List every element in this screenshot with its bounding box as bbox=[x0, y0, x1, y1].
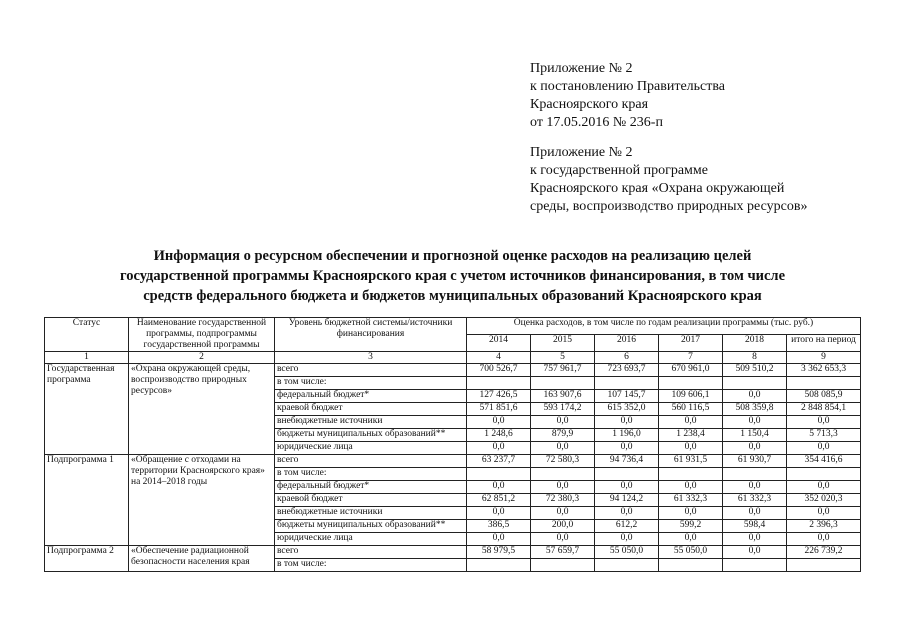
year-value-cell bbox=[531, 377, 595, 390]
funding-level-cell: юридические лица bbox=[275, 442, 467, 455]
year-value-cell: 109 606,1 bbox=[659, 390, 723, 403]
funding-level-cell: бюджеты муниципальных образований** bbox=[275, 429, 467, 442]
financing-table bbox=[44, 317, 861, 572]
year-value-cell: 509 510,2 bbox=[723, 364, 787, 377]
header-total-period: итого на период bbox=[787, 335, 861, 352]
year-value-cell: 0,0 bbox=[659, 507, 723, 520]
year-value-cell: 0,0 bbox=[723, 390, 787, 403]
header-status: Статус bbox=[45, 318, 129, 352]
year-value-cell: 1 248,6 bbox=[467, 429, 531, 442]
table-body bbox=[45, 364, 861, 572]
status-cell: Подпрограмма 2 bbox=[45, 546, 129, 572]
year-value-cell bbox=[659, 559, 723, 572]
year-value-cell: 0,0 bbox=[531, 416, 595, 429]
total-value-cell: 2 848 854,1 bbox=[787, 403, 861, 416]
funding-level-cell: внебюджетные источники bbox=[275, 416, 467, 429]
appendix-line: от 17.05.2016 № 236-п bbox=[530, 115, 663, 130]
funding-level-cell: федеральный бюджет* bbox=[275, 481, 467, 494]
year-value-cell bbox=[659, 468, 723, 481]
year-value-cell: 879,9 bbox=[531, 429, 595, 442]
program-name-cell: «Обеспечение радиационной безопасности населения края bbox=[129, 546, 275, 572]
year-value-cell: 0,0 bbox=[531, 481, 595, 494]
year-value-cell: 55 050,0 bbox=[659, 546, 723, 559]
total-value-cell: 226 739,2 bbox=[787, 546, 861, 559]
appendix-line: Приложение № 2 bbox=[530, 145, 633, 160]
year-value-cell: 0,0 bbox=[659, 416, 723, 429]
year-value-cell: 163 907,6 bbox=[531, 390, 595, 403]
year-value-cell: 0,0 bbox=[723, 507, 787, 520]
year-value-cell: 0,0 bbox=[467, 442, 531, 455]
year-value-cell: 560 116,5 bbox=[659, 403, 723, 416]
year-value-cell bbox=[723, 559, 787, 572]
year-value-cell: 700 526,7 bbox=[467, 364, 531, 377]
year-value-cell: 0,0 bbox=[595, 416, 659, 429]
year-value-cell: 0,0 bbox=[531, 442, 595, 455]
total-value-cell: 0,0 bbox=[787, 507, 861, 520]
year-value-cell: 0,0 bbox=[723, 481, 787, 494]
column-number: 4 bbox=[467, 352, 531, 364]
total-value-cell: 354 416,6 bbox=[787, 455, 861, 468]
year-value-cell: 612,2 bbox=[595, 520, 659, 533]
column-number: 7 bbox=[659, 352, 723, 364]
year-value-cell: 127 426,5 bbox=[467, 390, 531, 403]
year-value-cell: 0,0 bbox=[723, 546, 787, 559]
appendix-line: Красноярского края bbox=[530, 97, 649, 112]
funding-level-cell: юридические лица bbox=[275, 533, 467, 546]
year-value-cell: 0,0 bbox=[467, 507, 531, 520]
year-value-cell: 598,4 bbox=[723, 520, 787, 533]
year-value-cell: 670 961,0 bbox=[659, 364, 723, 377]
year-value-cell: 723 693,7 bbox=[595, 364, 659, 377]
table-row bbox=[45, 455, 861, 468]
table-row bbox=[45, 546, 861, 559]
header-year: 2015 bbox=[531, 335, 595, 352]
header-expense-estimate: Оценка расходов, в том числе по годам реализации программы (тыс. руб.) bbox=[467, 318, 861, 335]
year-value-cell: 0,0 bbox=[659, 533, 723, 546]
column-number: 3 bbox=[275, 352, 467, 364]
year-value-cell bbox=[595, 559, 659, 572]
year-value-cell bbox=[595, 468, 659, 481]
title-line: государственной программы Красноярского края с учетом источников финансирования, в том числе bbox=[119, 268, 786, 284]
year-value-cell: 0,0 bbox=[723, 416, 787, 429]
appendix-line: к государственной программе bbox=[530, 163, 708, 178]
year-value-cell: 386,5 bbox=[467, 520, 531, 533]
year-value-cell: 1 196,0 bbox=[595, 429, 659, 442]
header-year: 2018 bbox=[723, 335, 787, 352]
year-value-cell: 0,0 bbox=[595, 442, 659, 455]
year-value-cell: 615 352,0 bbox=[595, 403, 659, 416]
year-value-cell: 1 238,4 bbox=[659, 429, 723, 442]
funding-level-cell: федеральный бюджет* bbox=[275, 390, 467, 403]
column-number: 5 bbox=[531, 352, 595, 364]
year-value-cell: 0,0 bbox=[531, 533, 595, 546]
title-line: Информация о ресурсном обеспечении и прогнозной оценке расходов на реализацию целей bbox=[153, 248, 752, 264]
year-value-cell: 757 961,7 bbox=[531, 364, 595, 377]
status-cell: Подпрограмма 1 bbox=[45, 455, 129, 546]
year-value-cell: 63 237,7 bbox=[467, 455, 531, 468]
appendix-to-program bbox=[530, 144, 807, 216]
year-value-cell: 0,0 bbox=[531, 507, 595, 520]
funding-level-cell: всего bbox=[275, 546, 467, 559]
funding-level-cell: всего bbox=[275, 455, 467, 468]
program-name-cell: «Охрана окружающей среды, воспроизводство природных ресурсов» bbox=[129, 364, 275, 455]
year-value-cell: 58 979,5 bbox=[467, 546, 531, 559]
total-value-cell: 508 085,9 bbox=[787, 390, 861, 403]
year-value-cell bbox=[467, 559, 531, 572]
year-value-cell: 599,2 bbox=[659, 520, 723, 533]
column-number: 8 bbox=[723, 352, 787, 364]
funding-level-cell: в том числе: bbox=[275, 468, 467, 481]
total-value-cell bbox=[787, 468, 861, 481]
header-funding-level: Уровень бюджетной системы/источники финансирования bbox=[275, 318, 467, 352]
total-value-cell: 5 713,3 bbox=[787, 429, 861, 442]
appendix-line: Приложение № 2 bbox=[530, 61, 633, 76]
year-value-cell: 0,0 bbox=[467, 533, 531, 546]
total-value-cell: 0,0 bbox=[787, 416, 861, 429]
total-value-cell: 352 020,3 bbox=[787, 494, 861, 507]
title-line: средств федерального бюджета и бюджетов муниципальных образований Красноярского края bbox=[143, 288, 762, 304]
year-value-cell: 0,0 bbox=[723, 442, 787, 455]
year-value-cell: 0,0 bbox=[595, 533, 659, 546]
year-value-cell: 94 736,4 bbox=[595, 455, 659, 468]
header-year: 2016 bbox=[595, 335, 659, 352]
year-value-cell: 0,0 bbox=[467, 416, 531, 429]
year-value-cell: 57 659,7 bbox=[531, 546, 595, 559]
column-number: 6 bbox=[595, 352, 659, 364]
column-number: 2 bbox=[129, 352, 275, 364]
funding-level-cell: краевой бюджет bbox=[275, 494, 467, 507]
table-row bbox=[45, 364, 861, 377]
year-value-cell: 94 124,2 bbox=[595, 494, 659, 507]
year-value-cell: 0,0 bbox=[595, 481, 659, 494]
year-value-cell bbox=[531, 468, 595, 481]
year-value-cell: 107 145,7 bbox=[595, 390, 659, 403]
total-value-cell: 2 396,3 bbox=[787, 520, 861, 533]
year-value-cell: 61 332,3 bbox=[723, 494, 787, 507]
appendix-line: среды, воспроизводство природных ресурсов» bbox=[530, 199, 808, 214]
year-value-cell: 0,0 bbox=[723, 533, 787, 546]
funding-level-cell: внебюджетные источники bbox=[275, 507, 467, 520]
header-year: 2014 bbox=[467, 335, 531, 352]
year-value-cell: 0,0 bbox=[467, 481, 531, 494]
year-value-cell: 593 174,2 bbox=[531, 403, 595, 416]
total-value-cell: 0,0 bbox=[787, 442, 861, 455]
column-number: 9 bbox=[787, 352, 861, 364]
year-value-cell: 0,0 bbox=[659, 481, 723, 494]
year-value-cell: 55 050,0 bbox=[595, 546, 659, 559]
total-value-cell: 0,0 bbox=[787, 533, 861, 546]
year-value-cell bbox=[723, 377, 787, 390]
year-value-cell: 72 580,3 bbox=[531, 455, 595, 468]
total-value-cell: 0,0 bbox=[787, 481, 861, 494]
appendix-line: Красноярского края «Охрана окружающей bbox=[530, 181, 785, 196]
funding-level-cell: краевой бюджет bbox=[275, 403, 467, 416]
year-value-cell bbox=[723, 468, 787, 481]
year-value-cell: 571 851,6 bbox=[467, 403, 531, 416]
status-cell: Государственная программа bbox=[45, 364, 129, 455]
document-title bbox=[60, 246, 845, 306]
total-value-cell bbox=[787, 377, 861, 390]
funding-level-cell: всего bbox=[275, 364, 467, 377]
year-value-cell bbox=[595, 377, 659, 390]
column-number: 1 bbox=[45, 352, 129, 364]
year-value-cell: 61 930,7 bbox=[723, 455, 787, 468]
year-value-cell bbox=[659, 377, 723, 390]
year-value-cell: 62 851,2 bbox=[467, 494, 531, 507]
year-value-cell: 61 332,3 bbox=[659, 494, 723, 507]
funding-level-cell: в том числе: bbox=[275, 377, 467, 390]
total-value-cell bbox=[787, 559, 861, 572]
year-value-cell bbox=[467, 377, 531, 390]
year-value-cell: 72 380,3 bbox=[531, 494, 595, 507]
year-value-cell bbox=[531, 559, 595, 572]
year-value-cell: 508 359,8 bbox=[723, 403, 787, 416]
total-value-cell: 3 362 653,3 bbox=[787, 364, 861, 377]
year-value-cell: 0,0 bbox=[659, 442, 723, 455]
funding-level-cell: в том числе: bbox=[275, 559, 467, 572]
year-value-cell: 61 931,5 bbox=[659, 455, 723, 468]
program-name-cell: «Обращение с отходами на территории Красноярского края» на 2014–2018 годы bbox=[129, 455, 275, 546]
header-year: 2017 bbox=[659, 335, 723, 352]
year-value-cell bbox=[467, 468, 531, 481]
appendix-to-resolution bbox=[530, 60, 725, 132]
header-program-name: Наименование государственной программы, подпрограммы государственной программы bbox=[129, 318, 275, 352]
year-value-cell: 1 150,4 bbox=[723, 429, 787, 442]
appendix-line: к постановлению Правительства bbox=[530, 79, 726, 94]
funding-level-cell: бюджеты муниципальных образований** bbox=[275, 520, 467, 533]
year-value-cell: 0,0 bbox=[595, 507, 659, 520]
year-value-cell: 200,0 bbox=[531, 520, 595, 533]
